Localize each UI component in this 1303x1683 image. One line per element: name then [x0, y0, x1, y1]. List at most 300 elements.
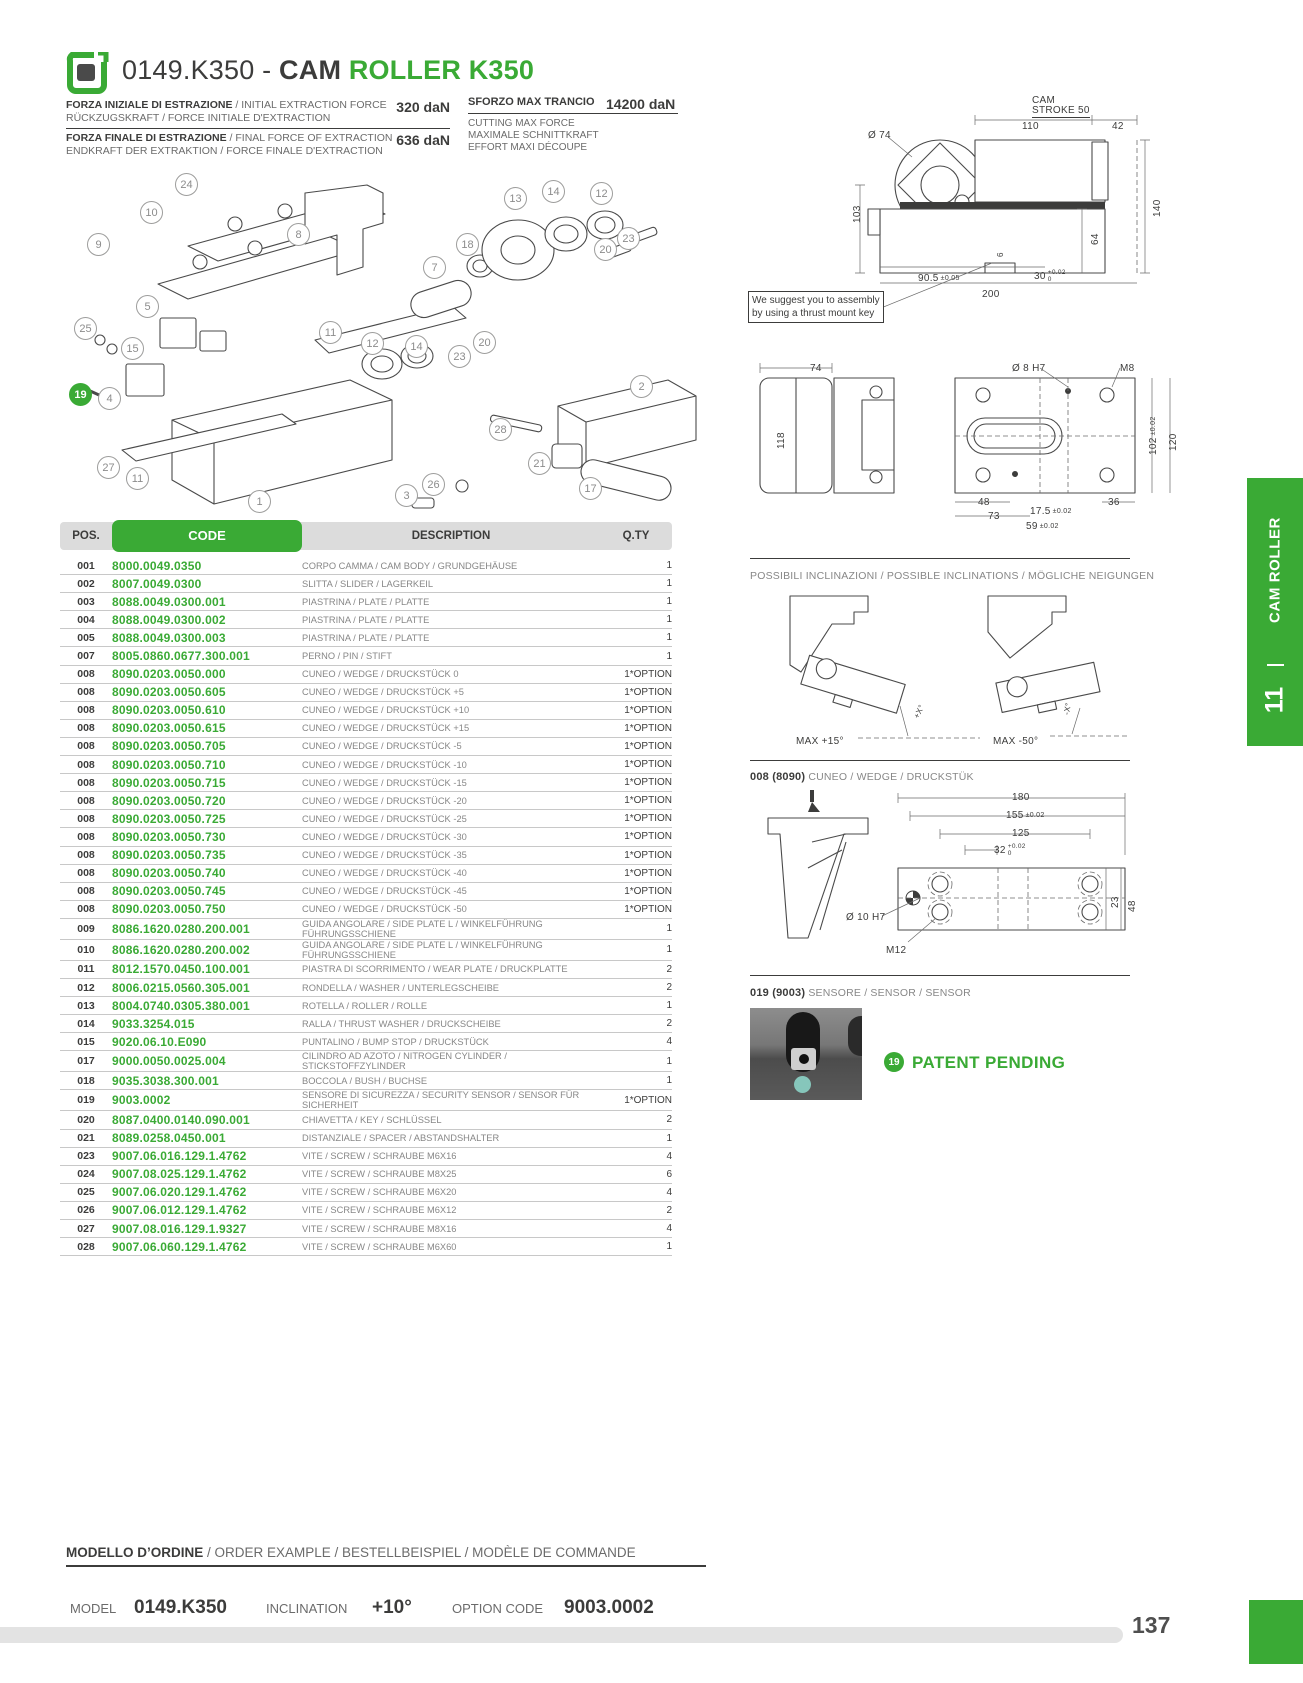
order-fields: [66, 1567, 706, 1618]
table-row: [60, 792, 672, 810]
code-cell: 8090.0203.0050.615: [112, 719, 302, 737]
pos-cell: 008: [60, 701, 112, 719]
description-cell: CUNEO / WEDGE / DRUCKSTÜCK -20: [302, 792, 600, 810]
qty-cell: 2: [600, 1201, 672, 1219]
qty-cell: 1: [600, 918, 672, 939]
table-row: [60, 1183, 672, 1201]
qty-cell: 1*OPTION: [600, 719, 672, 737]
qty-cell: 1*OPTION: [600, 701, 672, 719]
description-cell: VITE / SCREW / SCHRAUBE M8X25: [302, 1165, 600, 1183]
qty-cell: 1: [600, 593, 672, 611]
description-cell: GUIDA ANGOLARE / SIDE PLATE L / WINKELFÜHRUNG FÜHRUNGSSCHIENE: [302, 918, 600, 939]
dim-label: 36: [1108, 497, 1120, 508]
part-callout-1: 1: [248, 490, 271, 513]
order-field-value: 0149.K350: [134, 1597, 227, 1618]
pos-cell: 025: [60, 1183, 112, 1201]
col-header-pos: POS.: [72, 530, 100, 542]
description-cell: ROTELLA / ROLLER / ROLLE: [302, 997, 600, 1015]
description-cell: CUNEO / WEDGE / DRUCKSTÜCK -35: [302, 846, 600, 864]
code-cell: 8090.0203.0050.725: [112, 810, 302, 828]
qty-cell: 1*OPTION: [600, 774, 672, 792]
code-cell: 9007.06.012.129.1.4762: [112, 1201, 302, 1219]
parts-table-header: [60, 522, 672, 550]
qty-cell: 6: [600, 1165, 672, 1183]
description-cell: SLITTA / SLIDER / LAGERKEIL: [302, 575, 600, 593]
code-cell: 8012.1570.0450.100.001: [112, 960, 302, 978]
code-cell: 9007.06.016.129.1.4762: [112, 1147, 302, 1165]
dim-label: 140: [1152, 199, 1163, 217]
table-row: [60, 1165, 672, 1183]
pos-cell: 024: [60, 1165, 112, 1183]
qty-cell: 4: [600, 1183, 672, 1201]
section-tab-number: 11: [1260, 686, 1289, 714]
patent-pending-label: PATENT PENDING: [912, 1053, 1066, 1072]
table-row: [60, 1201, 672, 1219]
qty-cell: 1: [600, 997, 672, 1015]
sensor-led: [794, 1076, 811, 1093]
front-view-drawing: [700, 325, 1180, 540]
section-tab-separator: [1267, 664, 1284, 666]
inclinations-drawing: [750, 588, 1130, 753]
table-row: [60, 882, 672, 900]
table-row: [60, 557, 672, 575]
code-cell: 9007.06.060.129.1.4762: [112, 1238, 302, 1256]
sensor-hole: [848, 1016, 862, 1056]
table-row: [60, 1111, 672, 1129]
code-cell: 8089.0258.0450.001: [112, 1129, 302, 1147]
code-cell: 8087.0400.0140.090.001: [112, 1111, 302, 1129]
code-cell: 8090.0203.0050.750: [112, 900, 302, 918]
dim-label: 118: [776, 432, 787, 449]
table-row: [60, 719, 672, 737]
table-row: [60, 1072, 672, 1090]
model-code: 0149.K350: [122, 55, 255, 85]
pos-cell: 009: [60, 918, 112, 939]
description-cell: BOCCOLA / BUSH / BUCHSE: [302, 1072, 600, 1090]
code-cell: 8090.0203.0050.000: [112, 665, 302, 683]
part-callout-19: 19: [69, 383, 92, 406]
description-cell: VITE / SCREW / SCHRAUBE M6X16: [302, 1147, 600, 1165]
description-cell: PUNTALINO / BUMP STOP / DRUCKSTÜCK: [302, 1033, 600, 1051]
pos-cell: 011: [60, 960, 112, 978]
code-cell: 9007.08.016.129.1.9327: [112, 1220, 302, 1238]
code-cell: 8006.0215.0560.305.001: [112, 978, 302, 996]
pos-cell: 008: [60, 774, 112, 792]
dim-label: Ø 74: [868, 130, 891, 141]
table-row: [60, 575, 672, 593]
table-row: [60, 1015, 672, 1033]
qty-cell: 1*OPTION: [600, 864, 672, 882]
description-cell: VITE / SCREW / SCHRAUBE M6X60: [302, 1238, 600, 1256]
dim-label: 200: [982, 289, 1000, 300]
qty-cell: 1: [600, 647, 672, 665]
table-row: [60, 997, 672, 1015]
pos-cell: 023: [60, 1147, 112, 1165]
wedge-heading: 008 (8090) CUNEO / WEDGE / DRUCKSTÜK: [750, 771, 974, 783]
part-callout-28: 28: [489, 418, 512, 441]
code-cell: 9003.0002: [112, 1090, 302, 1111]
part-callout-4: 4: [98, 387, 121, 410]
code-cell: 8090.0203.0050.730: [112, 828, 302, 846]
dim-label: 48: [978, 497, 990, 508]
qty-cell: 1*OPTION: [600, 683, 672, 701]
col-header-qty: Q.TY: [622, 530, 650, 542]
dim-label: 32 +0.02 0: [994, 843, 1026, 857]
col-header-code: CODE: [112, 520, 302, 552]
code-cell: 8004.0740.0305.380.001: [112, 997, 302, 1015]
qty-cell: 1: [600, 1072, 672, 1090]
section-divider: [750, 558, 1130, 559]
pos-cell: 008: [60, 828, 112, 846]
assembly-note: We suggest you to assembly by using a thrust mount key: [748, 291, 884, 323]
description-cell: CUNEO / WEDGE / DRUCKSTÜCK -10: [302, 756, 600, 774]
pos-cell: 013: [60, 997, 112, 1015]
dim-label: CAM: [1032, 95, 1056, 106]
qty-cell: 1*OPTION: [600, 792, 672, 810]
qty-cell: 2: [600, 960, 672, 978]
inclinations-heading: POSSIBILI INCLINAZIONI / POSSIBLE INCLINATIONS / MÖGLICHE NEIGUNGEN: [750, 570, 1155, 582]
pos-cell: 019: [60, 1090, 112, 1111]
section-tab-label: CAM ROLLER: [1266, 517, 1284, 623]
dim-label: MAX +15°: [796, 736, 844, 747]
table-row: [60, 978, 672, 996]
qty-cell: 2: [600, 1015, 672, 1033]
dim-label: 155 ±0.02: [1006, 810, 1045, 821]
table-row: [60, 611, 672, 629]
table-row: [60, 1051, 672, 1072]
dim-label: M12: [886, 945, 907, 956]
part-callout-12: 12: [590, 182, 613, 205]
pos-cell: 008: [60, 792, 112, 810]
part-callout-7: 7: [423, 256, 446, 279]
initial-force-row: FORZA INIZIALE DI ESTRAZIONE / INITIAL EXTRACTION FORCE RÜCKZUGSKRAFT / FORCE INITIALE D'EXTRACTION 320 daN: [66, 99, 450, 124]
code-cell: 9035.3038.300.001: [112, 1072, 302, 1090]
description-cell: CUNEO / WEDGE / DRUCKSTÜCK +5: [302, 683, 600, 701]
pos-cell: 001: [60, 557, 112, 575]
description-cell: CILINDRO AD AZOTO / NITROGEN CYLINDER / STICKSTOFFZYLINDER: [302, 1051, 600, 1072]
table-row: [60, 960, 672, 978]
table-row: [60, 756, 672, 774]
footer-accent-square: [1249, 1600, 1303, 1664]
table-row: [60, 900, 672, 918]
description-cell: CUNEO / WEDGE / DRUCKSTÜCK -40: [302, 864, 600, 882]
col-header-description: DESCRIPTION: [411, 530, 491, 542]
description-cell: CUNEO / WEDGE / DRUCKSTÜCK +10: [302, 701, 600, 719]
qty-cell: 1*OPTION: [600, 846, 672, 864]
final-force-value: 636 daN: [396, 132, 450, 148]
page-number: 137: [1132, 1612, 1171, 1638]
qty-cell: 1*OPTION: [600, 737, 672, 755]
pos-cell: 008: [60, 882, 112, 900]
part-callout-9: 9: [87, 233, 110, 256]
dim-label: 48: [1127, 900, 1138, 912]
qty-cell: 1: [600, 1051, 672, 1072]
dim-label: 74: [810, 363, 822, 374]
qty-cell: 1*OPTION: [600, 882, 672, 900]
code-cell: 8090.0203.0050.720: [112, 792, 302, 810]
code-cell: 8090.0203.0050.740: [112, 864, 302, 882]
table-row: [60, 918, 672, 939]
part-callout-3: 3: [395, 484, 418, 507]
order-field-label: MODEL: [70, 1601, 117, 1616]
code-cell: 8090.0203.0050.605: [112, 683, 302, 701]
description-cell: CHIAVETTA / KEY / SCHLÜSSEL: [302, 1111, 600, 1129]
description-cell: CUNEO / WEDGE / DRUCKSTÜCK 0: [302, 665, 600, 683]
parts-table: [60, 557, 672, 1256]
part-callout-20: 20: [594, 238, 617, 261]
pos-cell: 008: [60, 683, 112, 701]
description-cell: VITE / SCREW / SCHRAUBE M8X16: [302, 1220, 600, 1238]
description-cell: DISTANZIALE / SPACER / ABSTANDSHALTER: [302, 1129, 600, 1147]
description-cell: RALLA / THRUST WASHER / DRUCKSCHEIBE: [302, 1015, 600, 1033]
part-callout-17: 17: [579, 477, 602, 500]
part-callout-23: 23: [448, 345, 471, 368]
qty-cell: 2: [600, 978, 672, 996]
sensor-photo: [750, 1008, 862, 1100]
description-cell: PIASTRINA / PLATE / PLATTE: [302, 611, 600, 629]
table-row: [60, 810, 672, 828]
description-cell: SENSORE DI SICUREZZA / SECURITY SENSOR / SENSOR FÜR SICHERHEIT: [302, 1090, 600, 1111]
table-row: [60, 939, 672, 960]
table-row: [60, 683, 672, 701]
page-title: 0149.K350 - CAM ROLLER K350: [122, 55, 535, 85]
qty-cell: 1: [600, 1129, 672, 1147]
code-cell: 9007.08.025.129.1.4762: [112, 1165, 302, 1183]
order-field-value: 9003.0002: [564, 1597, 654, 1618]
table-row: [60, 593, 672, 611]
pos-cell: 003: [60, 593, 112, 611]
qty-cell: 1: [600, 1238, 672, 1256]
pos-cell: 008: [60, 665, 112, 683]
order-example-title: MODELLO D’ORDINE / ORDER EXAMPLE / BESTELLBEISPIEL / MODÈLE DE COMMANDE: [66, 1545, 706, 1567]
pos-cell: 017: [60, 1051, 112, 1072]
pos-cell: 004: [60, 611, 112, 629]
part-callout-12: 12: [361, 332, 384, 355]
dim-label: 120: [1168, 433, 1179, 451]
description-cell: RONDELLA / WASHER / UNTERLEGSCHEIBE: [302, 978, 600, 996]
table-row: [60, 846, 672, 864]
dim-label: 23: [1110, 896, 1121, 908]
qty-cell: 1*OPTION: [600, 900, 672, 918]
qty-cell: 2: [600, 1111, 672, 1129]
part-callout-23: 23: [617, 227, 640, 250]
dim-label: 90.5 ±0.05: [918, 273, 960, 284]
side-view-drawing: [740, 95, 1163, 330]
description-cell: CUNEO / WEDGE / DRUCKSTÜCK -15: [302, 774, 600, 792]
patent-badge: 19: [884, 1052, 904, 1072]
order-example: [66, 1545, 706, 1618]
code-cell: 8088.0049.0300.003: [112, 629, 302, 647]
part-callout-11: 11: [126, 467, 149, 490]
initial-force-value: 320 daN: [396, 99, 450, 115]
pos-cell: 018: [60, 1072, 112, 1090]
table-row: [60, 1033, 672, 1051]
part-callout-24: 24: [175, 173, 198, 196]
dim-label: 125: [1012, 828, 1030, 839]
pos-cell: 005: [60, 629, 112, 647]
pos-cell: 012: [60, 978, 112, 996]
table-row: [60, 1220, 672, 1238]
cutting-force-value: 14200 daN: [606, 96, 676, 112]
part-callout-11: 11: [319, 321, 342, 344]
part-callout-14: 14: [405, 335, 428, 358]
pos-cell: 027: [60, 1220, 112, 1238]
pos-cell: 007: [60, 647, 112, 665]
part-callout-18: 18: [456, 233, 479, 256]
dim-label: 103: [852, 205, 863, 223]
pos-cell: 026: [60, 1201, 112, 1219]
cutting-force: SFORZO MAX TRANCIO 14200 daN CUTTING MAX FORCE MAXIMALE SCHNITTKRAFT EFFORT MAXI DÉCOUPE: [468, 96, 678, 154]
footer-bar: [0, 1627, 1123, 1643]
dim-label: 59 ±0.02: [1026, 521, 1059, 532]
pos-cell: 020: [60, 1111, 112, 1129]
pos-cell: 008: [60, 846, 112, 864]
part-callout-21: 21: [528, 452, 551, 475]
pos-cell: 008: [60, 737, 112, 755]
dim-label: STROKE 50: [1032, 105, 1090, 116]
code-cell: 8090.0203.0050.705: [112, 737, 302, 755]
code-cell: 8086.1620.0280.200.002: [112, 939, 302, 960]
part-callout-10: 10: [140, 201, 163, 224]
dim-label: 17.5 ±0.02: [1030, 506, 1072, 517]
pos-cell: 008: [60, 864, 112, 882]
dim-label: 64: [1090, 233, 1101, 245]
dim-label: 42: [1112, 121, 1124, 132]
description-cell: CUNEO / WEDGE / DRUCKSTÜCK -5: [302, 737, 600, 755]
dim-label: 180: [1012, 792, 1030, 803]
part-callout-25: 25: [74, 317, 97, 340]
part-callout-5: 5: [136, 295, 159, 318]
table-row: [60, 629, 672, 647]
part-callout-14: 14: [542, 180, 565, 203]
description-cell: CUNEO / WEDGE / DRUCKSTÜCK -30: [302, 828, 600, 846]
pos-cell: 008: [60, 810, 112, 828]
pos-cell: 008: [60, 719, 112, 737]
pos-cell: 028: [60, 1238, 112, 1256]
dim-label: -X°: [1062, 702, 1073, 716]
part-callout-27: 27: [97, 456, 120, 479]
table-row: [60, 665, 672, 683]
code-cell: 8090.0203.0050.610: [112, 701, 302, 719]
pos-cell: 010: [60, 939, 112, 960]
code-cell: 8088.0049.0300.002: [112, 611, 302, 629]
pos-cell: 021: [60, 1129, 112, 1147]
qty-cell: 1: [600, 557, 672, 575]
dim-label: 102±0.02: [1148, 416, 1159, 455]
qty-cell: 4: [600, 1220, 672, 1238]
brand-logo: [64, 52, 110, 94]
table-row: [60, 864, 672, 882]
qty-cell: 1*OPTION: [600, 828, 672, 846]
description-cell: GUIDA ANGOLARE / SIDE PLATE L / WINKELFÜHRUNG FÜHRUNGSSCHIENE: [302, 939, 600, 960]
code-cell: 8088.0049.0300.001: [112, 593, 302, 611]
dim-label: Ø 8 H7: [1012, 363, 1046, 374]
code-cell: 9020.06.10.E090: [112, 1033, 302, 1051]
pos-cell: 008: [60, 756, 112, 774]
code-cell: 8090.0203.0050.715: [112, 774, 302, 792]
code-cell: 9033.3254.015: [112, 1015, 302, 1033]
table-row: [60, 737, 672, 755]
description-cell: PIASTRINA / PLATE / PLATTE: [302, 593, 600, 611]
dim-label: 6: [996, 252, 1005, 257]
description-cell: CUNEO / WEDGE / DRUCKSTÜCK -25: [302, 810, 600, 828]
qty-cell: 1*OPTION: [600, 756, 672, 774]
code-cell: 8090.0203.0050.710: [112, 756, 302, 774]
sensor-lens: [799, 1054, 809, 1064]
table-row: [60, 1238, 672, 1256]
description-cell: CUNEO / WEDGE / DRUCKSTÜCK -45: [302, 882, 600, 900]
description-cell: PIASTRINA / PLATE / PLATTE: [302, 629, 600, 647]
dim-label: M8: [1120, 363, 1135, 374]
description-cell: CUNEO / WEDGE / DRUCKSTÜCK +15: [302, 719, 600, 737]
code-cell: 8090.0203.0050.735: [112, 846, 302, 864]
pos-cell: 015: [60, 1033, 112, 1051]
part-callout-26: 26: [422, 473, 445, 496]
description-cell: VITE / SCREW / SCHRAUBE M6X12: [302, 1201, 600, 1219]
code-cell: 8000.0049.0350: [112, 557, 302, 575]
description-cell: PERNO / PIN / STIFT: [302, 647, 600, 665]
qty-cell: 4: [600, 1147, 672, 1165]
table-row: [60, 647, 672, 665]
table-row: [60, 1090, 672, 1111]
qty-cell: 1: [600, 611, 672, 629]
extraction-forces: [66, 96, 450, 161]
pos-cell: 014: [60, 1015, 112, 1033]
description-cell: VITE / SCREW / SCHRAUBE M6X20: [302, 1183, 600, 1201]
qty-cell: 1: [600, 629, 672, 647]
order-field-label: OPTION CODE: [452, 1601, 544, 1616]
section-divider: [750, 975, 1130, 976]
qty-cell: 1: [600, 939, 672, 960]
part-callout-8: 8: [287, 223, 310, 246]
table-row: [60, 1147, 672, 1165]
code-cell: 8007.0049.0300: [112, 575, 302, 593]
dim-label: 30 +0.02 0: [1034, 269, 1066, 283]
qty-cell: 4: [600, 1033, 672, 1051]
description-cell: PIASTRA DI SCORRIMENTO / WEAR PLATE / DRUCKPLATTE: [302, 960, 600, 978]
code-cell: 8005.0860.0677.300.001: [112, 647, 302, 665]
code-cell: 9007.06.020.129.1.4762: [112, 1183, 302, 1201]
dim-label: MAX -50°: [993, 736, 1039, 747]
qty-cell: 1*OPTION: [600, 1090, 672, 1111]
qty-cell: 1*OPTION: [600, 810, 672, 828]
code-cell: 9000.0050.0025.004: [112, 1051, 302, 1072]
qty-cell: 1: [600, 575, 672, 593]
code-cell: 8086.1620.0280.200.001: [112, 918, 302, 939]
dim-label: 110: [1022, 121, 1039, 132]
code-cell: 8090.0203.0050.745: [112, 882, 302, 900]
table-row: [60, 828, 672, 846]
part-callout-2: 2: [630, 375, 653, 398]
qty-cell: 1*OPTION: [600, 665, 672, 683]
pos-cell: 008: [60, 900, 112, 918]
dim-label: +X°: [912, 703, 927, 720]
section-divider: [750, 760, 1130, 761]
part-callout-13: 13: [504, 187, 527, 210]
part-callout-20: 20: [473, 331, 496, 354]
dim-label: Ø 10 H7: [846, 912, 886, 923]
order-field-value: +10°: [372, 1597, 412, 1618]
exploded-view-drawing: [60, 168, 700, 528]
order-field-label: INCLINATION: [266, 1601, 348, 1616]
table-row: [60, 1129, 672, 1147]
dim-label: 73: [988, 511, 1000, 522]
wedge-drawing: [750, 790, 1138, 962]
description-cell: CORPO CAMMA / CAM BODY / GRUNDGEHÄUSE: [302, 557, 600, 575]
table-row: [60, 701, 672, 719]
final-force-row: FORZA FINALE DI ESTRAZIONE / FINAL FORCE OF EXTRACTION ENDKRAFT DER EXTRAKTION / FORCE FINALE D'EXTRACTION 636 daN: [66, 128, 450, 161]
sensor-heading: 019 (9003) SENSORE / SENSOR / SENSOR: [750, 987, 971, 999]
